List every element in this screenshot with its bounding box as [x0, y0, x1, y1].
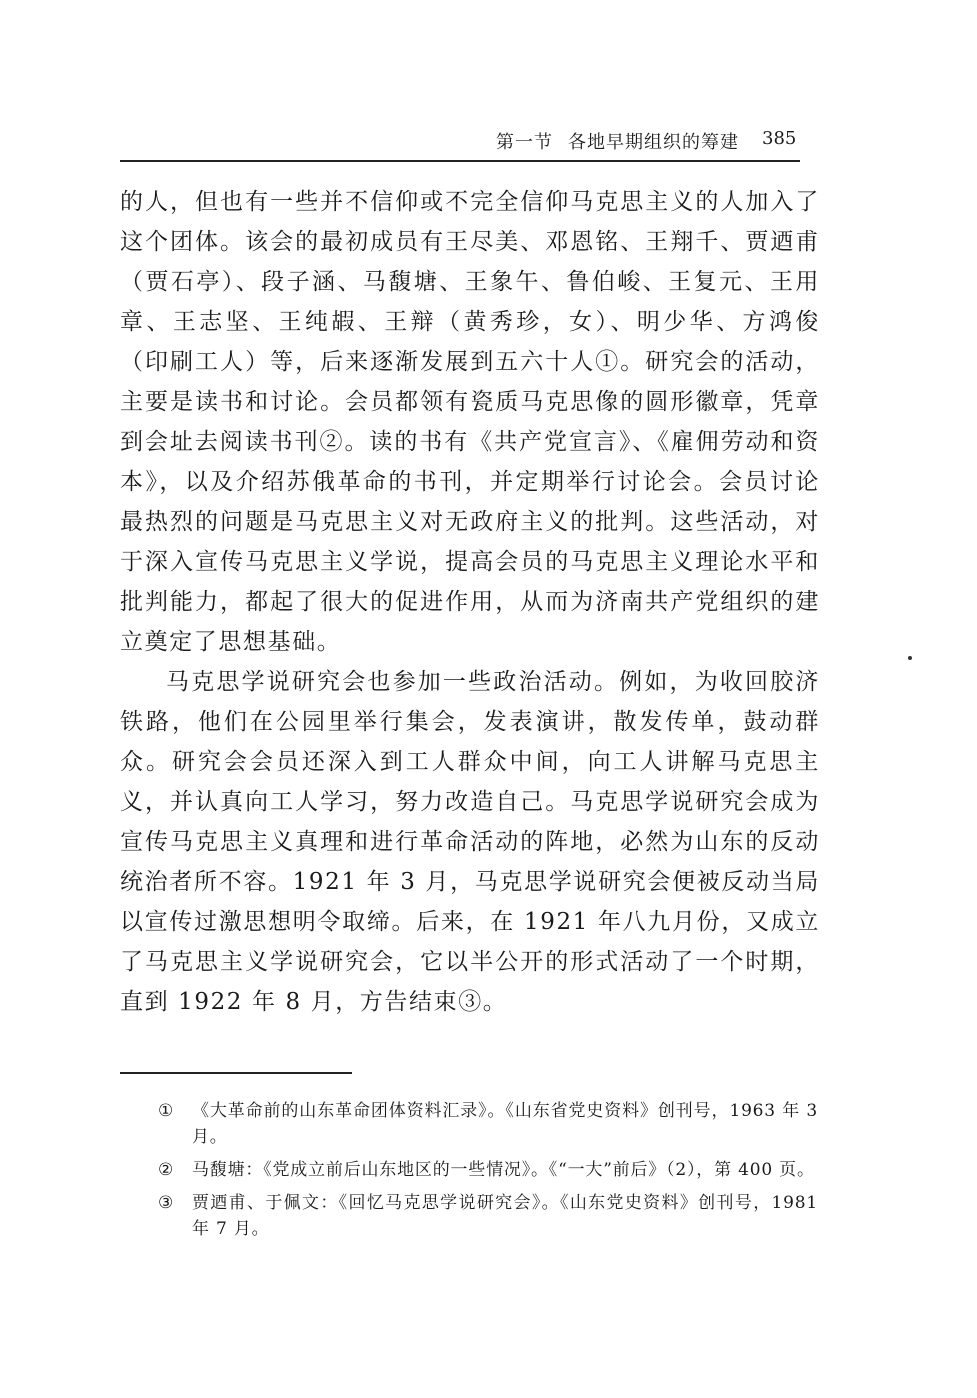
- scan-speck: [908, 656, 912, 660]
- running-head: [120, 122, 800, 158]
- footnote: [158, 1098, 818, 1150]
- footnote-mark: ②: [158, 1160, 175, 1180]
- footnote-mark: ①: [158, 1101, 175, 1121]
- header-rule: [120, 160, 800, 162]
- footnote-rule: [120, 1072, 352, 1074]
- footnote-text: 《大革命前的山东革命团体资料汇录》。《山东省党史资料》创刊号，1963 年 3 月。: [192, 1101, 818, 1147]
- footnote: [158, 1190, 818, 1242]
- body-text: [120, 182, 820, 1022]
- page-number: 385: [762, 128, 797, 149]
- footnotes: [158, 1098, 818, 1249]
- paragraph: 马克思学说研究会也参加一些政治活动。例如，为收回胶济铁路，他们在公园里举行集会，发表演讲，散发传单，鼓动群众。研究会会员还深入到工人群众中间，向工人讲解马克思主义，并认真向工人学习，努力改造自己。马克思学说研究会成为宣传马克思主义真理和进行革命活动的阵地，必然为山东的反动统治者所不容。1921 年 3 月，马克思学说研究会便被反动当局以宣传过激思想明令取缔。后来，在 1921 年八九月份，又成立了马克思主义学说研究会，它以半公开的形式活动了一个时期，直到 1922 年 8 月，方告结束③。: [120, 669, 820, 1015]
- footnote-text: 贾迺甫、于佩文：《回忆马克思学说研究会》。《山东党史资料》创刊号，1981 年 7 月。: [192, 1193, 818, 1239]
- running-head-title: 各地早期组织的筹建: [568, 132, 739, 153]
- footnote-mark: ③: [158, 1193, 175, 1213]
- running-head-section: 第一节: [496, 132, 553, 153]
- footnote: [158, 1157, 818, 1183]
- footnote-text: 马馥塘：《党成立前后山东地区的一些情况》。《“一大”前后》（2），第 400 页。: [192, 1160, 815, 1180]
- paragraph: 的人，但也有一些并不信仰或不完全信仰马克思主义的人加入了这个团体。该会的最初成员有王尽美、邓恩铭、王翔千、贾迺甫（贾石亭）、段子涵、马馥塘、王象午、鲁伯峻、王复元、王用章、王志坚、王纯嘏、王辩（黄秀珍，女）、明少华、方鸿俊（印刷工人）等，后来逐渐发展到五六十人①。研究会的活动，主要是读书和讨论。会员都领有瓷质马克思像的圆形徽章，凭章到会址去阅读书刊②。读的书有《共产党宣言》、《雇佣劳动和资本》，以及介绍苏俄革命的书刊，并定期举行讨论会。会员讨论最热烈的问题是马克思主义对无政府主义的批判。这些活动，对于深入宣传马克思主义学说，提高会员的马克思主义理论水平和批判能力，都起了很大的促进作用，从而为济南共产党组织的建立奠定了思想基础。: [120, 189, 820, 655]
